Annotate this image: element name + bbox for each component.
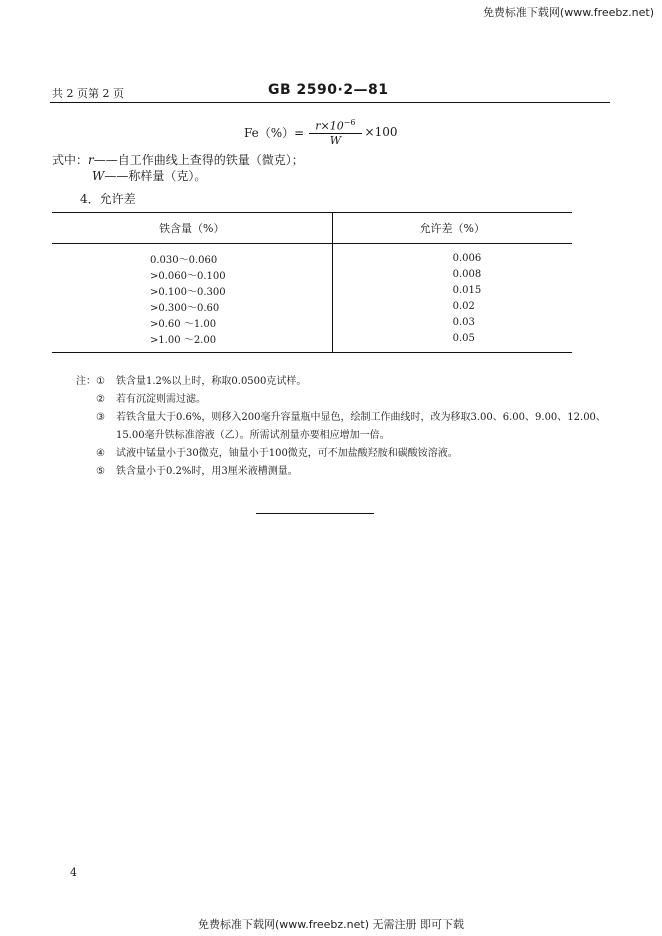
table-row: [52, 266, 572, 282]
table-row: [52, 330, 572, 353]
note-item: [76, 445, 606, 463]
note-item: [76, 373, 606, 391]
table-header-row: [52, 213, 572, 244]
notes-lead: 注：: [76, 376, 96, 387]
note-text: 试液中锰量小于30微克，铀量小于100微克，可不加盐酸羟胺和碳酸铵溶液。: [116, 448, 458, 459]
note-number: ①: [96, 376, 105, 387]
r-text: ——自工作曲线上查得的铁量（微克）；: [93, 153, 304, 167]
section-title: 4．允许差: [80, 192, 136, 206]
formula-numerator: [309, 118, 361, 134]
definitions-prefix: 式中：: [52, 153, 89, 167]
table-row: [52, 314, 572, 330]
header-tolerance: 允许差（%）: [332, 213, 572, 244]
note-text: 若有沉淀则需过滤。: [116, 394, 206, 405]
w-symbol: W: [92, 169, 105, 183]
definition-w: [52, 168, 304, 184]
formula-denominator: W: [329, 133, 342, 147]
numerator-base: r×10: [315, 119, 344, 133]
note-number: [96, 427, 116, 445]
iron-range-cell: >0.060～0.100: [52, 266, 332, 282]
note-text: 15.00毫升铁标准溶液（乙）。所需试剂量亦要相应增加一倍。: [116, 430, 390, 441]
table-row: [52, 282, 572, 298]
definition-r: [52, 152, 304, 168]
note-number: ⑤: [96, 466, 105, 477]
table-row: [52, 244, 572, 267]
tolerance-cell: 0.015: [452, 284, 482, 296]
note-text: 铁含量小于0.2%时，用3厘米液槽测量。: [116, 466, 298, 477]
tolerance-cell: 0.03: [452, 316, 475, 328]
note-item: [76, 391, 606, 409]
iron-range-cell: >0.100～0.300: [52, 282, 332, 298]
note-item-continuation: [76, 427, 606, 445]
table-row: [52, 298, 572, 314]
formula-fraction: [309, 118, 361, 147]
formula-rhs: ×100: [364, 125, 398, 140]
end-rule: [256, 513, 374, 514]
tolerance-cell: 0.02: [452, 300, 475, 312]
formula-lhs: Fe（%）=: [244, 125, 305, 140]
tolerance-table: [52, 212, 572, 353]
header-iron-content: 铁含量（%）: [52, 213, 332, 244]
note-item: [76, 463, 606, 481]
note-text: 若铁含量大于0.6%，则移入200毫升容量瓶中显色，绘制工作曲线时，改为移取3.00、6.00、9.00、12.00、: [116, 412, 606, 423]
tolerance-cell: 0.008: [452, 268, 482, 280]
note-number: ④: [96, 448, 105, 459]
tolerance-cell: 0.006: [452, 252, 482, 264]
iron-range-cell: >0.300～0.60: [52, 298, 332, 314]
numerator-exponent: −6: [343, 118, 356, 127]
r-symbol: r: [88, 153, 94, 167]
formula: [244, 118, 397, 147]
note-number: ②: [96, 394, 105, 405]
notes: [76, 373, 606, 481]
note-number: ③: [96, 412, 105, 423]
note-item: [76, 409, 606, 427]
iron-range-cell: 0.030～0.060: [52, 244, 332, 267]
w-text: ——称样量（克）。: [104, 169, 207, 183]
page-number: 4: [70, 866, 77, 879]
definitions: [52, 152, 304, 184]
page-info: 共 2 页第 2 页: [52, 87, 124, 100]
tolerance-cell: 0.05: [332, 330, 572, 353]
iron-range-cell: >0.60 ～1.00: [52, 314, 332, 330]
note-text: 铁含量1.2%以上时，称取0.0500克试样。: [116, 376, 307, 387]
iron-range-cell: >1.00 ～2.00: [52, 330, 332, 353]
watermark-bottom: 免费标准下载网(www.freebz.net) 无需注册 即可下载: [197, 918, 465, 931]
header-rule: [50, 102, 610, 103]
standard-code: GB 2590·2—81: [268, 82, 389, 98]
watermark-top: 免费标准下载网(www.freebz.net): [482, 6, 654, 19]
